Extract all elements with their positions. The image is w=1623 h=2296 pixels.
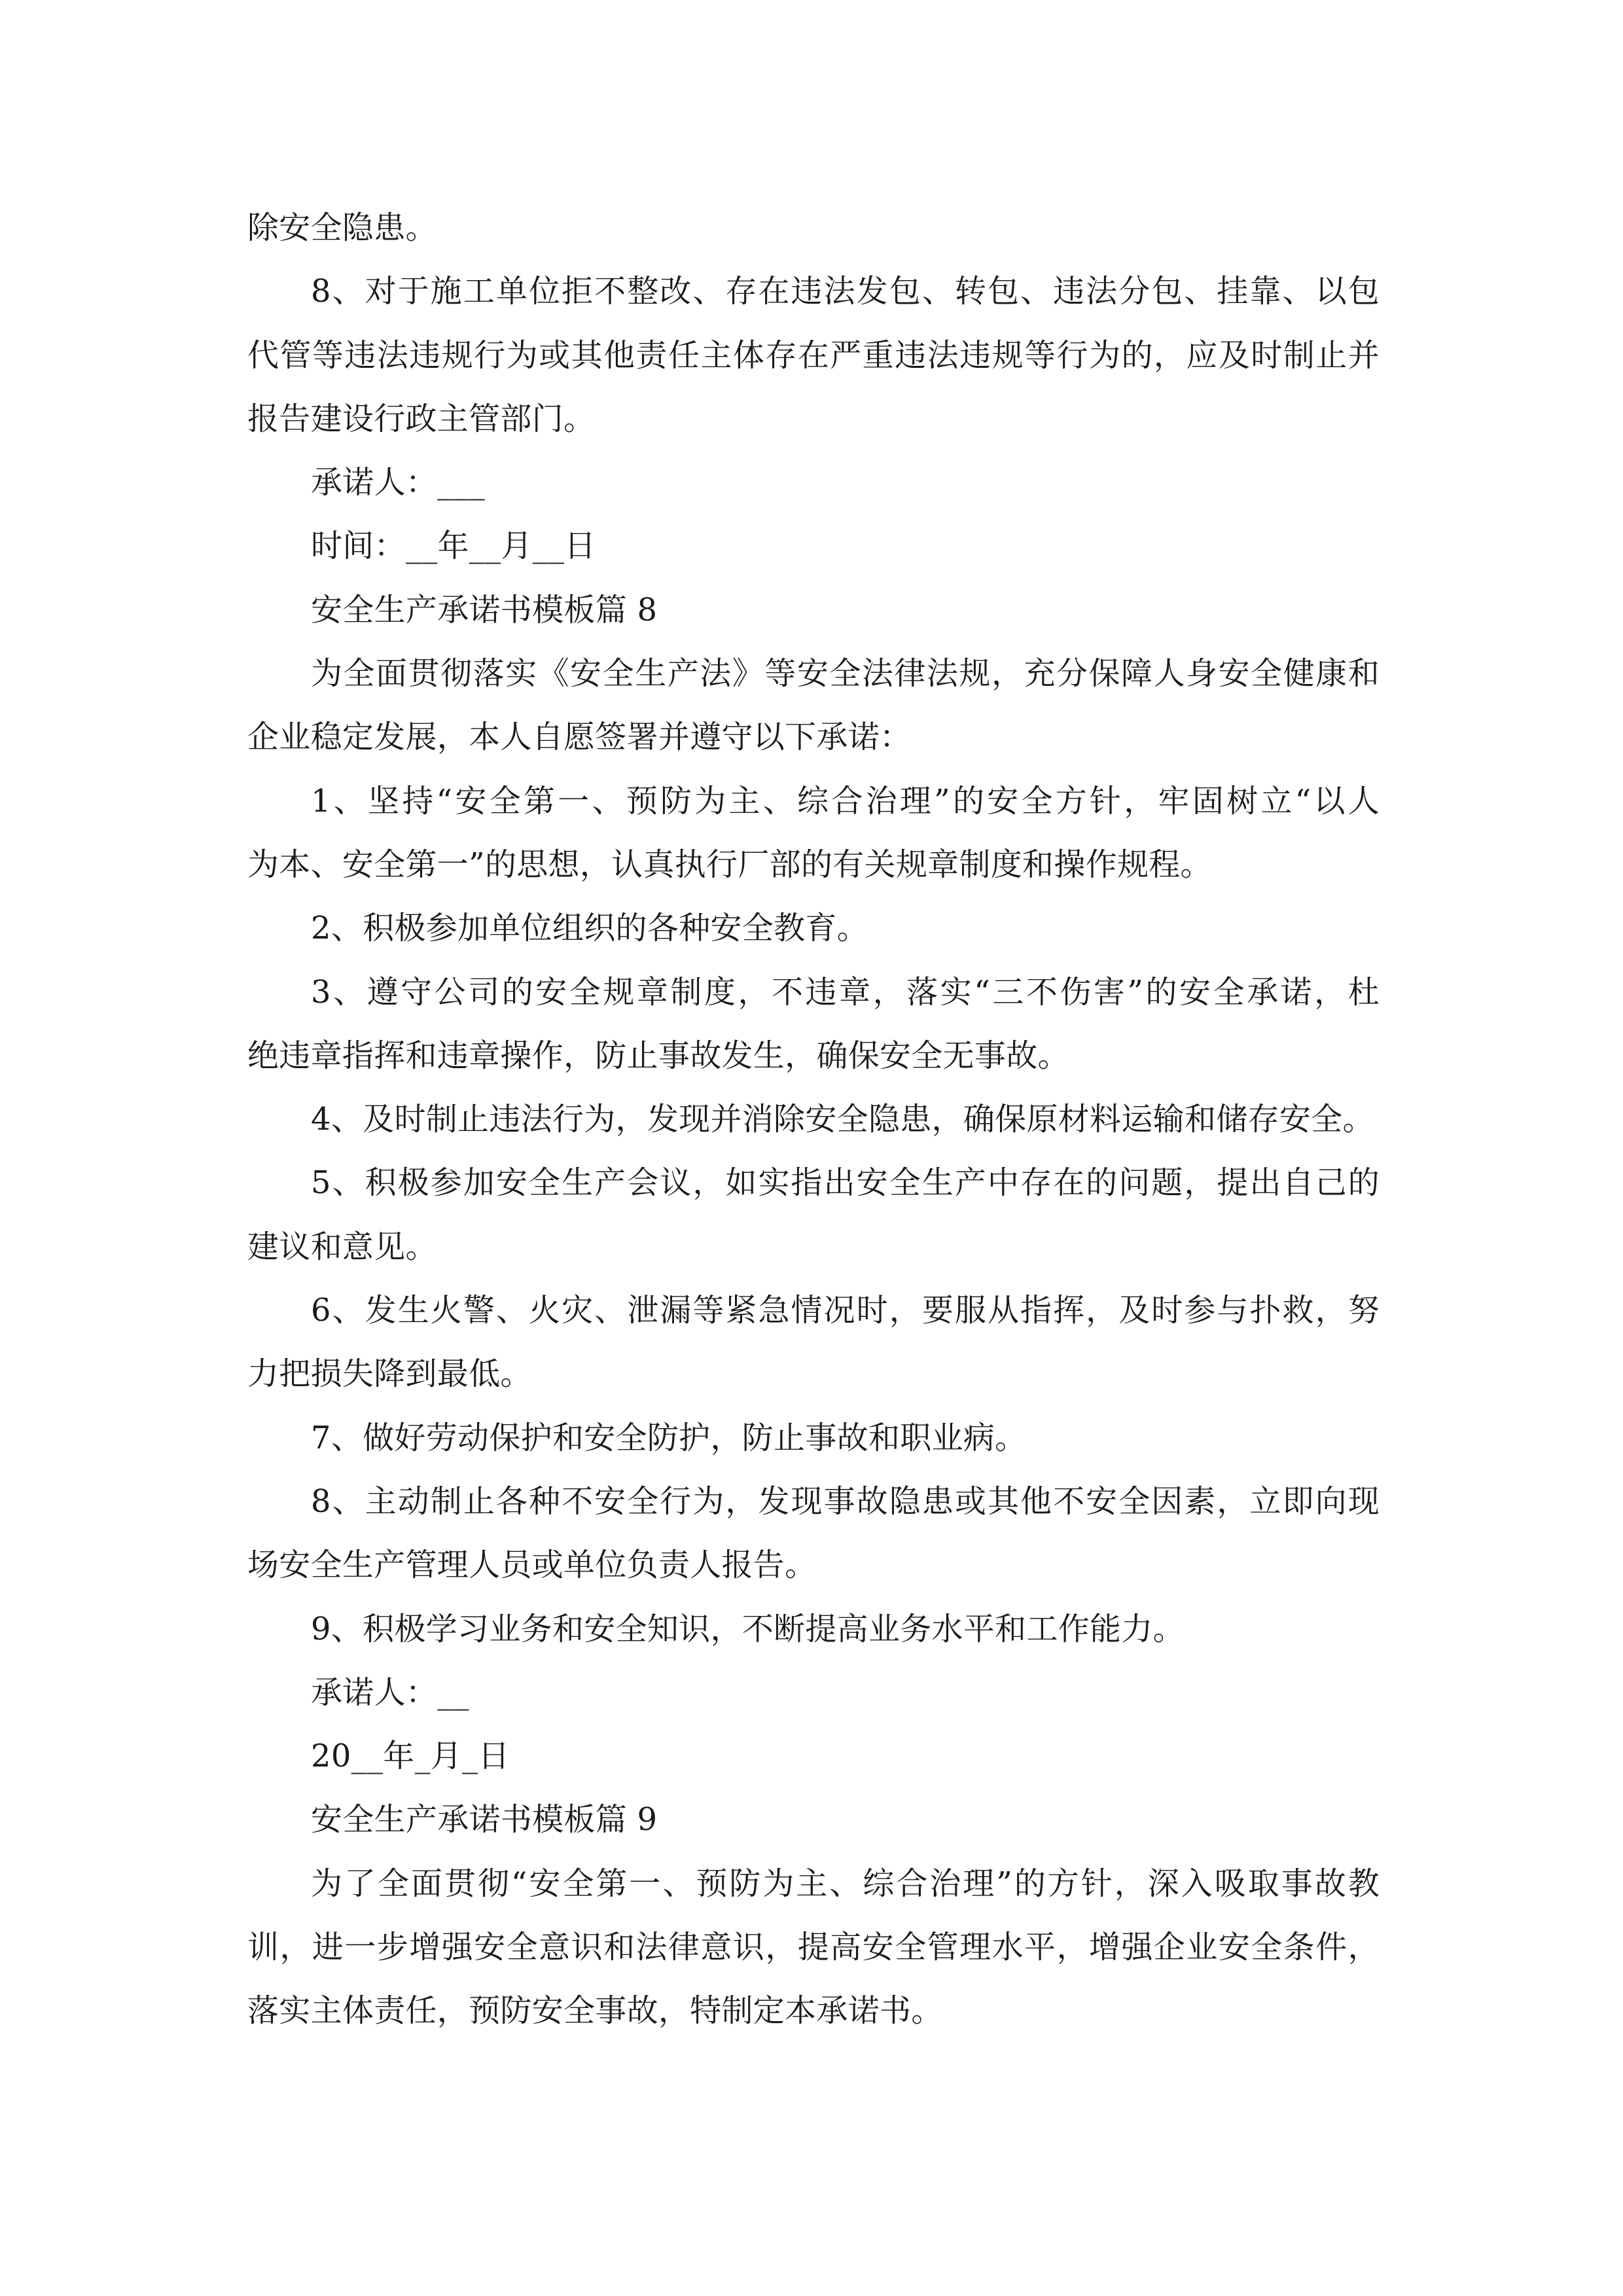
text-line [247,770,1380,833]
line-text: 训，进一步增强安全意识和法律意识，提高安全管理水平，增强企业安全条件， [247,1929,1380,1966]
line-text: 报告建设行政主管部门。 [247,400,596,437]
line-text: 代管等违法违规行为或其他责任主体存在严重违法违规等行为的，应及时制止并 [247,336,1380,374]
line-text: 7、做好劳动保护和安全防护，防止事故和职业病。 [311,1419,1027,1456]
line-text: 9、积极学习业务和安全知识，不断提高业务水平和工作能力。 [311,1610,1185,1647]
signature-line [247,1661,1380,1725]
section-heading [247,579,1380,642]
line-text: 除安全隐患。 [247,209,437,246]
line-text: 安全生产承诺书模板篇 9 [311,1801,658,1839]
text-line [247,833,1380,897]
line-text: 为本、安全第一”的思想，认真执行厂部的有关规章制度和操作规程。 [247,846,1212,883]
text-line [247,706,1380,769]
text-line [247,642,1380,706]
text-line [247,1598,1380,1661]
line-text: 8、对于施工单位拒不整改、存在违法发包、转包、违法分包、挂靠、以包 [311,273,1380,310]
line-text: 8、主动制止各种不安全行为，发现事故隐患或其他不安全因素，立即向现 [311,1482,1380,1520]
line-text: 5、积极参加安全生产会议，如实指出安全生产中存在的问题，提出自己的 [311,1164,1380,1202]
section-heading [247,1788,1380,1852]
line-text: 落实主体责任，预防安全事故，特制定本承诺书。 [247,1992,943,2030]
text-line [247,1534,1380,1597]
line-text: 4、及时制止违法行为，发现并消除安全隐患，确保原材料运输和储存安全。 [311,1101,1374,1138]
text-line [247,387,1380,451]
line-text: 承诺人：__ [311,1674,469,1711]
text-line [247,897,1380,960]
line-text: 场安全生产管理人员或单位负责人报告。 [247,1547,817,1584]
text-line [247,324,1380,387]
text-line [247,1979,1380,2043]
line-text: 安全生产承诺书模板篇 8 [311,591,658,628]
line-text: 为全面贯彻落实《安全生产法》等安全法律法规，充分保障人身安全健康和 [311,655,1380,692]
text-line [247,1024,1380,1088]
date-line [247,514,1380,578]
text-line [247,1470,1380,1534]
date-line [247,1725,1380,1788]
line-text: 企业稳定发展，本人自愿签署并遵守以下承诺： [247,719,912,756]
text-line [247,1916,1380,1979]
line-text: 承诺人：___ [311,464,486,501]
line-text: 时间：__年__月__日 [311,528,596,565]
line-text: 力把损失降到最低。 [247,1355,532,1393]
line-text: 绝违章指挥和违章操作，防止事故发生，确保安全无事故。 [247,1037,1069,1074]
line-text: 1、坚持“安全第一、预防为主、综合治理”的安全方针，牢固树立“以人 [311,782,1380,819]
text-line [247,961,1380,1024]
text-line [247,1088,1380,1151]
text-line [247,1342,1380,1406]
text-line [247,1151,1380,1215]
line-text: 为了全面贯彻“安全第一、预防为主、综合治理”的方针，深入吸取事故教 [311,1865,1380,1902]
document-body [247,196,1380,2043]
text-line [247,1279,1380,1342]
line-text: 20__年_月_日 [311,1738,510,1775]
text-line [247,1407,1380,1470]
line-text: 3、遵守公司的安全规章制度，不违章，落实“三不伤害”的安全承诺，杜 [311,973,1380,1011]
text-line [247,1852,1380,1916]
signature-line [247,451,1380,514]
text-line [247,1215,1380,1279]
text-line [247,260,1380,323]
line-text: 2、积极参加单位组织的各种安全教育。 [311,910,868,947]
text-line [247,196,1380,260]
line-text: 6、发生火警、火灾、泄漏等紧急情况时，要服从指挥，及时参与扑救，努 [311,1292,1380,1329]
line-text: 建议和意见。 [247,1228,437,1265]
